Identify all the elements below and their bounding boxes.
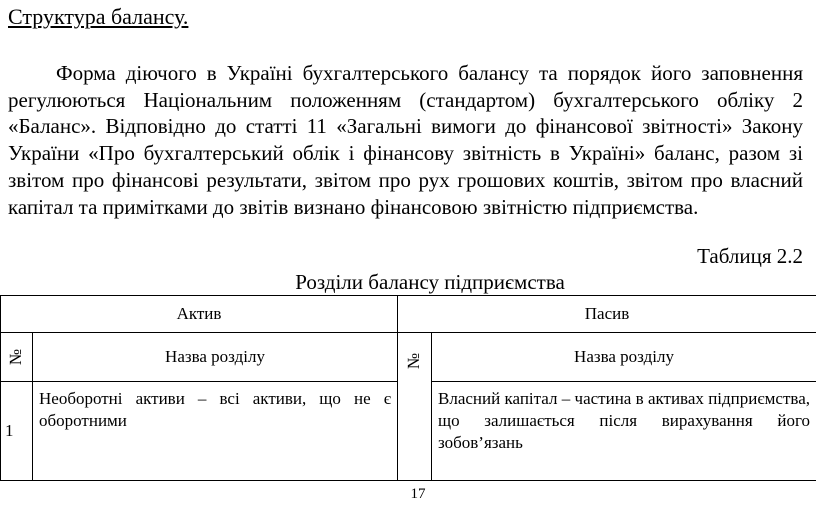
assets-number-header [1,333,33,382]
table-header-row [1,296,816,333]
header-assets: Актив [1,296,398,333]
liability-section-description: Власний капітал – частина в активах підприємства, що залишається після вирахування його зобов’язань [432,382,816,481]
assets-number-label: № [6,348,26,366]
table-subheader-row [1,333,816,382]
liabilities-section-name-header: Назва розділу [432,333,816,382]
body-paragraph: Форма діючого в Україні бухгалтерського балансу та порядок його заповнення регулюються Національним положенням (стандартом) бухгалтерського обліку 2 «Баланс». Відповідно до статті 11 «Загальні вимоги до фінансової звітності» Закону України «Про бухгалтерський облік і фінансову звітність в Україні» баланс, разом зі звітом про фінансові результати, звітом про рух грошових коштів, звітом про власний капітал та примітками до звітів визнано фінансовою звітністю підприємства. [8,61,803,219]
table-caption: Розділи балансу підприємства [295,270,565,294]
liabilities-number-header [398,333,432,481]
balance-sections-table [0,295,816,481]
assets-section-name-header: Назва розділу [33,333,398,382]
table-number: Таблиця 2.2 [697,244,803,268]
page-number: 17 [410,486,426,502]
asset-section-description: Необоротні активи – всі активи, що не є оборотними [33,382,398,481]
header-liabilities: Пасив [398,296,816,333]
liabilities-number-label: № [404,352,424,370]
section-heading: Структура балансу. [8,4,189,29]
asset-row-number: 1 [1,382,33,481]
